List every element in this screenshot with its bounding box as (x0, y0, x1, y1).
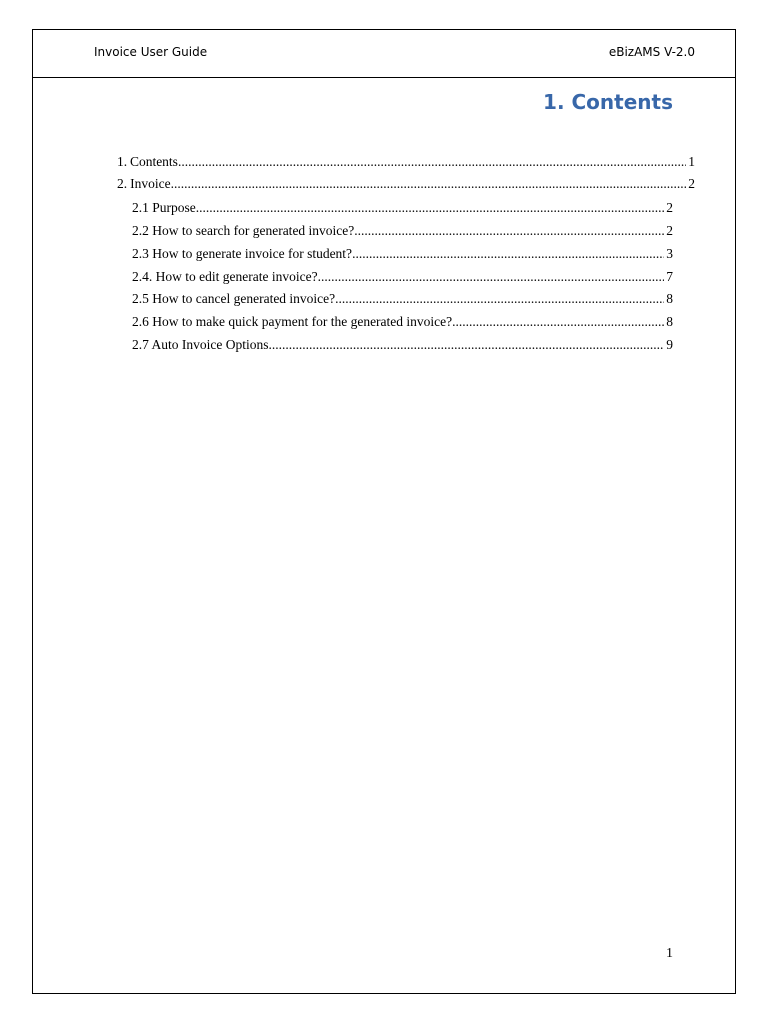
toc-entry-title: 2.3 How to generate invoice for student? (132, 246, 353, 261)
toc-entry[interactable] (132, 243, 673, 265)
toc-entry-page: 3 (666, 246, 673, 261)
toc-entry-number: 1. (117, 154, 128, 169)
toc-entry[interactable] (132, 220, 673, 242)
toc-entry-page: 1 (688, 154, 695, 169)
toc-leader (354, 220, 664, 242)
page-header (33, 30, 735, 78)
toc-entry-page: 9 (666, 337, 673, 352)
toc-entry-page: 2 (666, 200, 673, 215)
toc-entry-page: 2 (688, 176, 695, 191)
toc-entry-page: 8 (666, 314, 673, 329)
toc-entry-title: 2.6 How to make quick payment for the generated invoice? (132, 314, 453, 329)
toc-leader (196, 197, 665, 219)
toc-entry[interactable] (132, 288, 673, 310)
toc-entry-page: 7 (666, 269, 673, 284)
toc-entry-title: 2.2 How to search for generated invoice? (132, 223, 355, 238)
page-number: 1 (666, 946, 673, 961)
toc-entry-title: 2.7 Auto Invoice Options (132, 337, 269, 352)
header-title: Invoice User Guide (94, 45, 208, 59)
header-version: eBizAMS V-2.0 (608, 45, 695, 59)
toc-entry[interactable] (132, 311, 673, 333)
toc-leader (269, 334, 665, 356)
toc-entry-title: Invoice (130, 176, 171, 191)
toc-leader (318, 266, 665, 288)
section-heading: 1. Contents (543, 90, 673, 114)
toc-leader (352, 243, 664, 265)
toc-entry-title: 2.1 Purpose (132, 200, 196, 215)
toc-entry-title: 2.5 How to cancel generated invoice? (132, 291, 336, 306)
toc-leader (178, 151, 686, 173)
toc-entry-page: 8 (666, 291, 673, 306)
toc-entry-number: 2. (117, 176, 128, 191)
toc-entry[interactable] (132, 266, 673, 288)
toc-entry[interactable] (117, 151, 695, 173)
toc-entry[interactable] (117, 173, 695, 195)
toc-entry-page: 2 (666, 223, 673, 238)
document-page (32, 29, 736, 994)
toc-entry[interactable] (132, 197, 673, 219)
toc-entry-title: 2.4. How to edit generate invoice? (132, 269, 318, 284)
toc-leader (452, 311, 664, 333)
toc-entry[interactable] (132, 334, 673, 356)
toc-leader (335, 288, 664, 310)
toc-entry-title: Contents (129, 154, 178, 169)
toc-leader (171, 173, 687, 195)
